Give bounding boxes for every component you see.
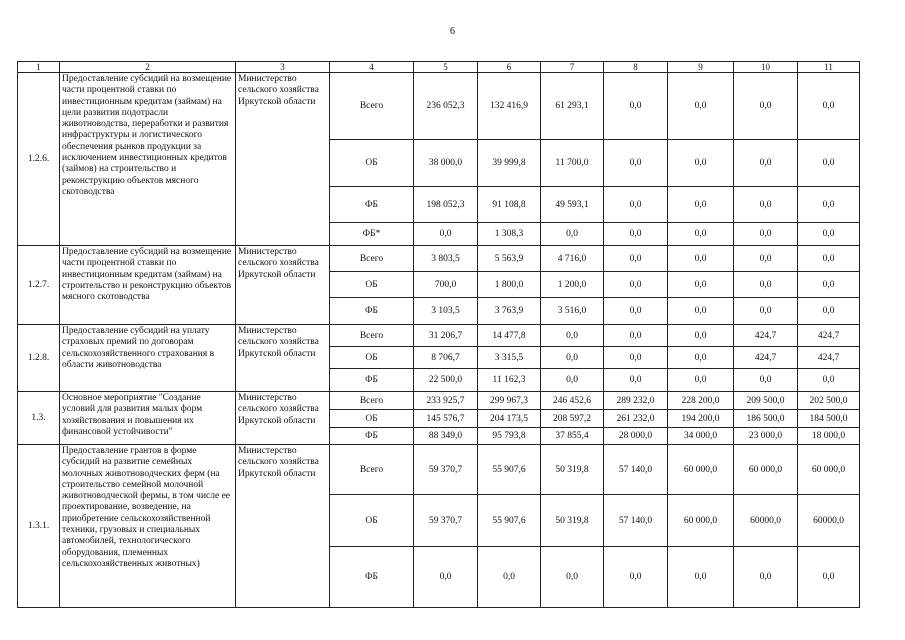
amount-cell: 0,0: [541, 347, 604, 369]
column-number-9: 9: [668, 62, 734, 73]
amount-cell: 0,0: [604, 369, 668, 392]
funding-source: ОБ: [330, 495, 414, 547]
item-number: 1.3.1.: [18, 445, 60, 608]
amount-cell: 3 763,9: [478, 298, 541, 325]
amount-cell: 88 349,0: [414, 428, 478, 445]
amount-cell: 0,0: [734, 246, 798, 272]
amount-cell: 0,0: [478, 547, 541, 608]
amount-cell: 3 803,5: [414, 246, 478, 272]
amount-cell: 0,0: [798, 140, 860, 187]
amount-cell: 145 576,7: [414, 410, 478, 428]
item-executor: Министерство сельского хозяйства Иркутской области: [236, 325, 330, 392]
item-executor: Министерство сельского хозяйства Иркутской области: [236, 445, 330, 608]
amount-cell: 299 967,3: [478, 392, 541, 410]
amount-cell: 0,0: [734, 73, 798, 140]
funding-source: ФБ: [330, 298, 414, 325]
amount-cell: 50 319,8: [541, 445, 604, 495]
amount-cell: 0,0: [798, 272, 860, 298]
item-description: Основное мероприятие "Создание условий для развития малых форм хозяйствования и повышения их финансовой устойчивости": [60, 392, 236, 445]
amount-cell: 49 593,1: [541, 187, 604, 223]
amount-cell: 228 200,0: [668, 392, 734, 410]
amount-cell: 60 000,0: [668, 445, 734, 495]
amount-cell: 31 206,7: [414, 325, 478, 347]
amount-cell: 209 500,0: [734, 392, 798, 410]
amount-cell: 132 416,9: [478, 73, 541, 140]
amount-cell: 0,0: [668, 73, 734, 140]
amount-cell: 55 907,6: [478, 445, 541, 495]
funding-source: Всего: [330, 246, 414, 272]
amount-cell: 59 370,7: [414, 445, 478, 495]
amount-cell: 23 000,0: [734, 428, 798, 445]
amount-cell: 208 597,2: [541, 410, 604, 428]
table-row: [18, 73, 860, 140]
amount-cell: 8 706,7: [414, 347, 478, 369]
amount-cell: 3 103,5: [414, 298, 478, 325]
funding-source: Всего: [330, 325, 414, 347]
amount-cell: 186 500,0: [734, 410, 798, 428]
column-number-11: 11: [798, 62, 860, 73]
amount-cell: 0,0: [414, 223, 478, 246]
amount-cell: 1 308,3: [478, 223, 541, 246]
amount-cell: 5 563,9: [478, 246, 541, 272]
page-number: 6: [450, 26, 455, 37]
table-row: [18, 445, 860, 495]
table-body: [18, 62, 860, 608]
amount-cell: 0,0: [668, 246, 734, 272]
amount-cell: 261 232,0: [604, 410, 668, 428]
amount-cell: 0,0: [734, 369, 798, 392]
amount-cell: 0,0: [604, 272, 668, 298]
amount-cell: 0,0: [734, 547, 798, 608]
funding-source: Всего: [330, 73, 414, 140]
column-number-10: 10: [734, 62, 798, 73]
amount-cell: 0,0: [541, 325, 604, 347]
amount-cell: 0,0: [604, 298, 668, 325]
funding-source: ОБ: [330, 347, 414, 369]
amount-cell: 0,0: [604, 187, 668, 223]
amount-cell: 204 173,5: [478, 410, 541, 428]
amount-cell: 91 108,8: [478, 187, 541, 223]
funding-source: ОБ: [330, 410, 414, 428]
amount-cell: 424,7: [798, 325, 860, 347]
amount-cell: 0,0: [668, 547, 734, 608]
amount-cell: 0,0: [541, 547, 604, 608]
amount-cell: 1 800,0: [478, 272, 541, 298]
amount-cell: 3 315,5: [478, 347, 541, 369]
amount-cell: 50 319,8: [541, 495, 604, 547]
column-number-3: 3: [236, 62, 330, 73]
amount-cell: 0,0: [604, 246, 668, 272]
amount-cell: 3 516,0: [541, 298, 604, 325]
amount-cell: 194 200,0: [668, 410, 734, 428]
funding-source: ФБ: [330, 547, 414, 608]
table-row: [18, 325, 860, 347]
column-number-7: 7: [541, 62, 604, 73]
amount-cell: 0,0: [414, 547, 478, 608]
amount-cell: 0,0: [798, 246, 860, 272]
amount-cell: 0,0: [604, 547, 668, 608]
funding-source: ОБ: [330, 140, 414, 187]
item-number: 1.2.6.: [18, 73, 60, 246]
amount-cell: 0,0: [734, 187, 798, 223]
amount-cell: 95 793,8: [478, 428, 541, 445]
amount-cell: 0,0: [668, 187, 734, 223]
item-executor: Министерство сельского хозяйства Иркутской области: [236, 392, 330, 445]
item-number: 1.3.: [18, 392, 60, 445]
amount-cell: 0,0: [734, 223, 798, 246]
amount-cell: 60 000,0: [798, 445, 860, 495]
amount-cell: 34 000,0: [668, 428, 734, 445]
amount-cell: 0,0: [541, 369, 604, 392]
column-number-8: 8: [604, 62, 668, 73]
column-number-5: 5: [414, 62, 478, 73]
amount-cell: 0,0: [668, 347, 734, 369]
amount-cell: 0,0: [668, 223, 734, 246]
amount-cell: 0,0: [668, 325, 734, 347]
amount-cell: 61 293,1: [541, 73, 604, 140]
budget-table: [17, 61, 860, 608]
amount-cell: 39 999,8: [478, 140, 541, 187]
item-description: Предоставление субсидий на возмещение части процентной ставки по инвестиционным кредитам (займам) на цели развития подотрасли животноводства, переработки и развития инфраструктуры и логистического обеспечения рынков продукции за исключением инвестиционных кредитов (займов) на строительство и реконструкцию объектов мясного скотоводства: [60, 73, 236, 246]
amount-cell: 22 500,0: [414, 369, 478, 392]
amount-cell: 55 907,6: [478, 495, 541, 547]
funding-source: ФБ: [330, 369, 414, 392]
column-number-2: 2: [60, 62, 236, 73]
amount-cell: 57 140,0: [604, 445, 668, 495]
amount-cell: 38 000,0: [414, 140, 478, 187]
amount-cell: 0,0: [668, 298, 734, 325]
amount-cell: 14 477,8: [478, 325, 541, 347]
amount-cell: 1 200,0: [541, 272, 604, 298]
amount-cell: 0,0: [734, 298, 798, 325]
amount-cell: 0,0: [604, 140, 668, 187]
item-description: Предоставление грантов в форме субсидий на развитие семейных молочных животноводческих ферм (на строительство семейной молочной животноводческой фермы, в том числе ее проектирование, возведение, на приобретение сельскохозяйственной техники, грузовых и специальных автомобилей, технологического оборудования, племенных сельскохозяйственных животных): [60, 445, 236, 608]
amount-cell: 233 925,7: [414, 392, 478, 410]
funding-source: Всего: [330, 445, 414, 495]
amount-cell: 236 052,3: [414, 73, 478, 140]
amount-cell: 11 162,3: [478, 369, 541, 392]
column-number-row: [18, 62, 860, 73]
amount-cell: 0,0: [798, 369, 860, 392]
amount-cell: 60000,0: [798, 495, 860, 547]
amount-cell: 198 052,3: [414, 187, 478, 223]
item-description: Предоставление субсидий на уплату страховых премий по договорам сельскохозяйственного страхования в области животноводства: [60, 325, 236, 392]
amount-cell: 59 370,7: [414, 495, 478, 547]
item-description: Предоставление субсидий на возмещение части процентной ставки по инвестиционным кредитам (займам) на строительство и реконструкцию объектов мясного скотоводства: [60, 246, 236, 325]
table-row: [18, 392, 860, 410]
table-row: [18, 246, 860, 272]
amount-cell: 0,0: [734, 272, 798, 298]
funding-source: ОБ: [330, 272, 414, 298]
amount-cell: 60000,0: [734, 495, 798, 547]
item-number: 1.2.8.: [18, 325, 60, 392]
amount-cell: 0,0: [798, 73, 860, 140]
funding-source: Всего: [330, 392, 414, 410]
column-number-1: 1: [18, 62, 60, 73]
amount-cell: 0,0: [668, 272, 734, 298]
column-number-6: 6: [478, 62, 541, 73]
amount-cell: 0,0: [604, 223, 668, 246]
amount-cell: 184 500,0: [798, 410, 860, 428]
amount-cell: 0,0: [604, 347, 668, 369]
amount-cell: 424,7: [734, 325, 798, 347]
amount-cell: 0,0: [604, 73, 668, 140]
amount-cell: 60 000,0: [668, 495, 734, 547]
amount-cell: 57 140,0: [604, 495, 668, 547]
amount-cell: 0,0: [604, 325, 668, 347]
amount-cell: 0,0: [734, 140, 798, 187]
item-number: 1.2.7.: [18, 246, 60, 325]
column-number-4: 4: [330, 62, 414, 73]
amount-cell: 0,0: [668, 140, 734, 187]
amount-cell: 289 232,0: [604, 392, 668, 410]
funding-source: ФБ*: [330, 223, 414, 246]
amount-cell: 60 000,0: [734, 445, 798, 495]
amount-cell: 0,0: [798, 298, 860, 325]
amount-cell: 18 000,0: [798, 428, 860, 445]
amount-cell: 37 855,4: [541, 428, 604, 445]
amount-cell: 202 500,0: [798, 392, 860, 410]
amount-cell: 0,0: [541, 223, 604, 246]
amount-cell: 0,0: [798, 547, 860, 608]
funding-source: ФБ: [330, 187, 414, 223]
amount-cell: 28 000,0: [604, 428, 668, 445]
amount-cell: 4 716,0: [541, 246, 604, 272]
amount-cell: 246 452,6: [541, 392, 604, 410]
item-executor: Министерство сельского хозяйства Иркутской области: [236, 246, 330, 325]
amount-cell: 424,7: [798, 347, 860, 369]
amount-cell: 0,0: [668, 369, 734, 392]
item-executor: Министерство сельского хозяйства Иркутской области: [236, 73, 330, 246]
amount-cell: 11 700,0: [541, 140, 604, 187]
funding-source: ФБ: [330, 428, 414, 445]
amount-cell: 0,0: [798, 187, 860, 223]
amount-cell: 0,0: [798, 223, 860, 246]
amount-cell: 700,0: [414, 272, 478, 298]
amount-cell: 424,7: [734, 347, 798, 369]
